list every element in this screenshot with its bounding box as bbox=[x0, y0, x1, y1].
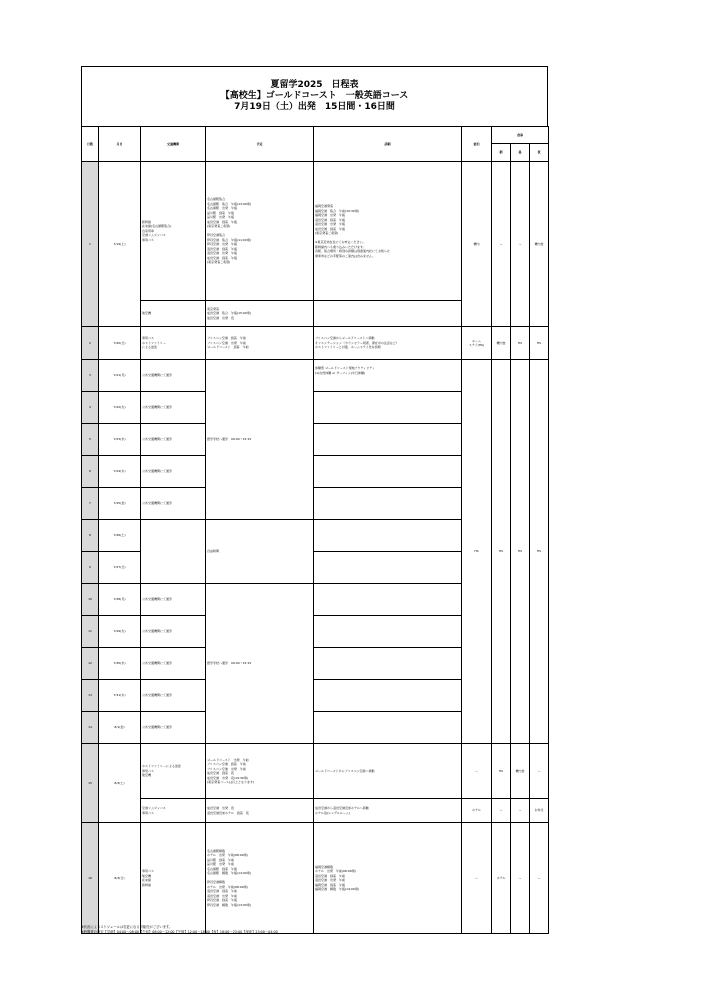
transport-cell: 公共交通機関にて通学 bbox=[141, 360, 206, 392]
breakfast-cell: HS bbox=[492, 360, 511, 744]
details-cell bbox=[314, 301, 462, 327]
date-cell: 8/2(土) bbox=[99, 744, 141, 823]
date-cell: 7/28(月) bbox=[99, 584, 141, 616]
table-row bbox=[82, 327, 549, 360]
details-cell bbox=[314, 584, 462, 616]
day-number: 16 bbox=[82, 823, 99, 934]
transport-cell: 公共交通機関にて通学 bbox=[141, 392, 206, 424]
date-cell: 7/21(月) bbox=[99, 360, 141, 392]
lodging-cell: 機内 bbox=[462, 162, 492, 327]
transport-cell: 公共交通機関にて通学 bbox=[141, 616, 206, 648]
lunch-cell: HS bbox=[511, 327, 530, 360]
day-number: 1 bbox=[82, 162, 99, 327]
day-number: 13 bbox=[82, 680, 99, 712]
plan-cell: ゴールドコースト 出発 午前 ブリスベン空港 到着 午前 ブリスベン空港 出発 午前 成田空港 到着 夜 成田空港 出発 夜(19:30頃) (東京発着コースは以上となります) bbox=[206, 744, 314, 799]
details-cell bbox=[314, 680, 462, 712]
plan-cell: 語学学校へ通学 09:00〜15:15 bbox=[206, 360, 314, 520]
details-cell: 福岡空港発着 福岡空港 集合 午前(10:30頃) 福岡空港 出発 午後 羽田空港 到着 午後 羽田空港 出発 午後 成田空港 到着 午後 (東京発着ご希望) ※東京近郊在住にてお申込ください。 新幹線内へも乗り込みいただけます。 各駅、集合場所・時刻の詳細は別途案内状にてお知らせ 乗車券などの手配等のご案内は含みません。 bbox=[314, 162, 462, 301]
lunch-cell: HS bbox=[511, 360, 530, 744]
details-cell: 体験型 ゴールドコースト現地アクティビティ (1)自然体験 or サーフィン(半日体験) bbox=[314, 360, 462, 392]
details-cell: 福岡空港解散 ホテル 出発 午前(08:00頃) 羽田空港 到着 午前 羽田空港 出発 午前 福岡空港 到着 午後 福岡空港 解散 午後(14:00頃) bbox=[314, 823, 462, 934]
transport-cell: 空港リムジンバス 専用バス bbox=[141, 799, 206, 823]
footnote-2: ※時間帯の目安【早朝】04:00〜08:00【午前】08:00〜12:00【午後】12:00〜18:00【夜】18:00〜23:00【深夜】23:00〜04:00 bbox=[81, 930, 278, 934]
transport-cell: 公共交通機関にて通学 bbox=[141, 680, 206, 712]
header-dinner: 夜 bbox=[530, 144, 549, 162]
date-cell: 8/3(日) bbox=[99, 823, 141, 934]
date-cell: 7/31(木) bbox=[99, 680, 141, 712]
title-box bbox=[81, 66, 548, 127]
details-cell bbox=[314, 712, 462, 744]
dinner-cell: お弁当 bbox=[530, 799, 549, 823]
date-cell: 7/20(日) bbox=[99, 327, 141, 360]
date-cell: 8/1(金) bbox=[99, 712, 141, 744]
transport-cell: 公共交通機関にて通学 bbox=[141, 712, 206, 744]
footnote-1: ※状況によりスケジュールは変更になる可能性がございます。 bbox=[81, 925, 173, 929]
transport-cell bbox=[141, 520, 206, 584]
details-cell bbox=[314, 552, 462, 584]
title-line-2: 【高校生】ゴールドコースト 一般英語コース bbox=[220, 91, 409, 101]
table-row bbox=[82, 360, 549, 392]
header-lunch: 昼 bbox=[511, 144, 530, 162]
day-number: 11 bbox=[82, 616, 99, 648]
date-cell: 7/22(火) bbox=[99, 392, 141, 424]
day-number: 14 bbox=[82, 712, 99, 744]
schedule-table bbox=[81, 126, 549, 934]
date-cell: 7/30(水) bbox=[99, 648, 141, 680]
date-cell: 7/24(木) bbox=[99, 456, 141, 488]
header-meals: 食事 bbox=[492, 127, 549, 144]
day-number: 15 bbox=[82, 744, 99, 823]
schedule-sheet bbox=[81, 66, 548, 923]
plan-cell: 語学学校へ通学 09:00〜15:15 bbox=[206, 584, 314, 744]
transport-cell: 公共交通機関にて通学 bbox=[141, 584, 206, 616]
header-day: 日数 bbox=[82, 127, 99, 162]
title-line-3: 7月19日（土）出発 15日間・16日間 bbox=[234, 102, 395, 112]
transport-cell: 公共交通機関にて通学 bbox=[141, 424, 206, 456]
plan-cell: 名古屋駅解散 ホテル 出発 午前(08:00頃) 品川駅 到着 午前 品川駅 出発 午前 名古屋駅 到着 午後 名古屋駅 解散 午後(14:00頃) 伊丹空港解散 ホテル 出発 午前(08:00頃) 羽田空港 到着 午前 羽田空港 出発 午前 伊丹空港 到着 午後 伊丹空港 解散 午後(13:00頃) bbox=[206, 823, 314, 934]
plan-cell: 東京発着 成田空港 集合 午後(15:00頃) 成田空港 出発 夜 bbox=[206, 301, 314, 327]
dinner-cell: ー bbox=[530, 744, 549, 799]
plan-cell: 成田空港 出発 夜 羽田空港近郊ホテル 到着 夜 bbox=[206, 799, 314, 823]
transport-cell: 専用バス 航空機 在来線 新幹線 bbox=[141, 823, 206, 934]
day-number: 7 bbox=[82, 488, 99, 520]
transport-cell: 公共交通機関にて通学 bbox=[141, 456, 206, 488]
day-number: 2 bbox=[82, 327, 99, 360]
details-cell: ゴールドコーストからブリスベン空港へ移動 bbox=[314, 744, 462, 799]
date-cell: 7/29(火) bbox=[99, 616, 141, 648]
transport-cell: 新幹線 在来線(名古屋駅集合) 自家用車 空港リムジンバス 専用バス bbox=[141, 162, 206, 301]
lunch-cell: ー bbox=[511, 799, 530, 823]
day-number: 6 bbox=[82, 456, 99, 488]
lodging-cell: ホテル bbox=[462, 799, 492, 823]
transport-cell: 公共交通機関にて通学 bbox=[141, 488, 206, 520]
transport-cell: 航空機 bbox=[141, 301, 206, 327]
date-cell: 7/23(水) bbox=[99, 424, 141, 456]
lodging-cell: ー bbox=[462, 744, 492, 799]
table-row bbox=[82, 799, 549, 823]
lunch-cell: ー bbox=[511, 823, 530, 934]
table-row bbox=[82, 744, 549, 799]
day-number: 4 bbox=[82, 392, 99, 424]
day-number: 5 bbox=[82, 424, 99, 456]
breakfast-cell: ホテル bbox=[492, 823, 511, 934]
footnotes bbox=[81, 925, 278, 935]
date-cell: 7/25(金) bbox=[99, 488, 141, 520]
plan-cell: ブリスベン空港 到着 午前 ブリスベン空港 出発 午前 ゴールドコースト 到着 午前 bbox=[206, 327, 314, 360]
breakfast-cell: HS bbox=[492, 744, 511, 799]
date-cell: 7/26(土) bbox=[99, 520, 141, 552]
details-cell: 成田空港から羽田空港近郊ホテルへ移動 ホテル泊(シングルルーム) bbox=[314, 799, 462, 823]
header-details: 詳細 bbox=[314, 127, 462, 162]
transport-cell: 公共交通機関にて通学 bbox=[141, 648, 206, 680]
lodging-cell: HS bbox=[462, 360, 492, 744]
lodging-cell: ー bbox=[462, 823, 492, 934]
day-number: 8 bbox=[82, 520, 99, 552]
table-row bbox=[82, 823, 549, 934]
header-transport: 交通機関 bbox=[141, 127, 206, 162]
details-cell bbox=[314, 616, 462, 648]
day-number: 10 bbox=[82, 584, 99, 616]
transport-cell: 専用バス ホストファミリー による送迎 bbox=[141, 327, 206, 360]
details-cell bbox=[314, 392, 462, 424]
lunch-cell: ー bbox=[511, 162, 530, 327]
header-date: 月日 bbox=[99, 127, 141, 162]
breakfast-cell: ー bbox=[492, 799, 511, 823]
dinner-cell: 機内食 bbox=[530, 162, 549, 327]
plan-cell: 名古屋駅集合 名古屋駅 集合 午後(13:00頃) 名古屋駅 出発 午後 品川駅 到着 午後 品川駅 出発 午後 成田空港 到着 午後 (東京発着ご希望) 伊丹空港集合 伊丹空港 集合 午後(11:00頃) 伊丹空港 出発 午後 羽田空港 到着 午後 羽田空港 出発 午後 成田空港 到着 午後 (東京発着ご希望) bbox=[206, 162, 314, 301]
details-cell: ブリスベン空港からゴールドコーストへ移動 オリエンテーション（カウンセラー同席、滞在中の注意など） ホストファミリーと対面、ホームステイ先を訪問 bbox=[314, 327, 462, 360]
day-number: 3 bbox=[82, 360, 99, 392]
transport-cell: ホストファミリーによる送迎 専用バス 航空機 bbox=[141, 744, 206, 799]
lunch-cell: 機内食 bbox=[511, 744, 530, 799]
details-cell bbox=[314, 424, 462, 456]
header-breakfast: 朝 bbox=[492, 144, 511, 162]
dinner-cell: ー bbox=[530, 823, 549, 934]
details-cell bbox=[314, 456, 462, 488]
dinner-cell: HS bbox=[530, 360, 549, 744]
details-cell bbox=[314, 520, 462, 552]
breakfast-cell: ー bbox=[492, 162, 511, 327]
day-number: 9 bbox=[82, 552, 99, 584]
breakfast-cell: 機内食 bbox=[492, 327, 511, 360]
day-number: 12 bbox=[82, 648, 99, 680]
plan-cell: 自由時間 bbox=[206, 520, 314, 584]
lodging-cell: ホーム ステイ(HS) bbox=[462, 327, 492, 360]
details-cell bbox=[314, 648, 462, 680]
dinner-cell: HS bbox=[530, 327, 549, 360]
title-line-1: 夏留学2025 日程表 bbox=[270, 80, 359, 90]
date-cell: 7/19(土) bbox=[99, 162, 141, 327]
date-cell: 7/27(日) bbox=[99, 552, 141, 584]
header-lodging: 宿泊 bbox=[462, 127, 492, 162]
header-plan: 予定 bbox=[206, 127, 314, 162]
table-row bbox=[82, 162, 549, 301]
details-cell bbox=[314, 488, 462, 520]
